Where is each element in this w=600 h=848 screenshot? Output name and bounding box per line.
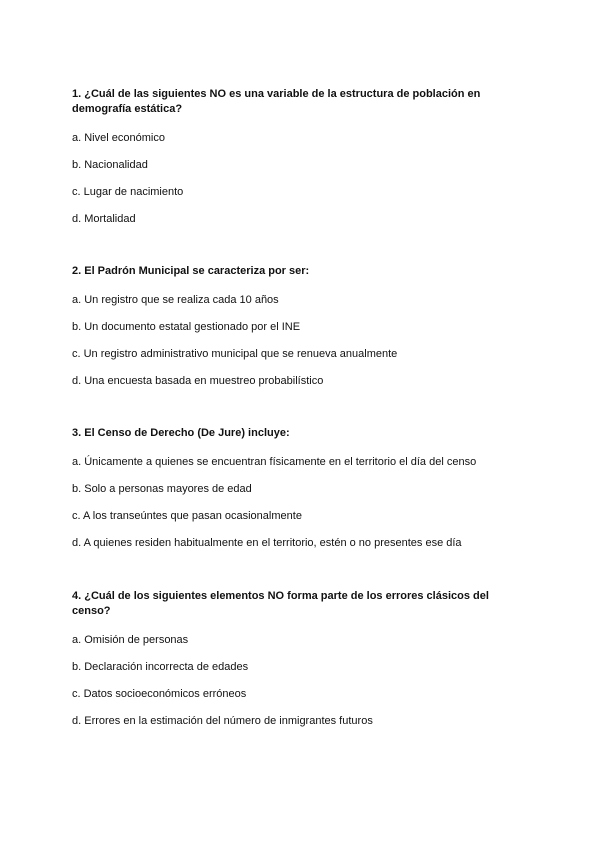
option-c: c. Un registro administrativo municipal que se renueva anualmente	[72, 348, 398, 360]
question-text: 2. El Padrón Municipal se caracteriza por ser:	[72, 265, 310, 277]
question-text: 3. El Censo de Derecho (De Jure) incluye:	[72, 427, 290, 439]
option-a: a. Omisión de personas	[72, 634, 189, 646]
option-a: a. Únicamente a quienes se encuentran físicamente en el territorio el día del censo	[72, 456, 477, 468]
option-list	[72, 633, 512, 728]
option-list	[72, 293, 512, 388]
question-3	[72, 426, 512, 550]
option-c: c. Datos socioeconómicos erróneos	[72, 688, 247, 700]
option-d: d. Mortalidad	[72, 213, 136, 225]
option-d: d. Errores en la estimación del número de inmigrantes futuros	[72, 715, 373, 727]
option-b: b. Solo a personas mayores de edad	[72, 483, 252, 495]
question-2	[72, 264, 512, 388]
option-list	[72, 131, 512, 226]
question-text: 4. ¿Cuál de los siguientes elementos NO forma parte de los errores clásicos del censo?	[72, 590, 489, 617]
option-a: a. Un registro que se realiza cada 10 años	[72, 294, 279, 306]
question-4	[72, 589, 512, 728]
question-1	[72, 87, 512, 226]
option-b: b. Nacionalidad	[72, 159, 148, 171]
option-b: b. Un documento estatal gestionado por el INE	[72, 321, 301, 333]
option-a: a. Nivel económico	[72, 132, 165, 144]
option-d: d. Una encuesta basada en muestreo probabilístico	[72, 375, 324, 387]
question-text: 1. ¿Cuál de las siguientes NO es una variable de la estructura de población en demografía estática?	[72, 88, 481, 115]
option-c: c. A los transeúntes que pasan ocasionalmente	[72, 510, 302, 522]
option-b: b. Declaración incorrecta de edades	[72, 661, 249, 673]
option-c: c. Lugar de nacimiento	[72, 186, 184, 198]
option-list	[72, 455, 512, 550]
option-d: d. A quienes residen habitualmente en el territorio, estén o no presentes ese día	[72, 537, 462, 549]
